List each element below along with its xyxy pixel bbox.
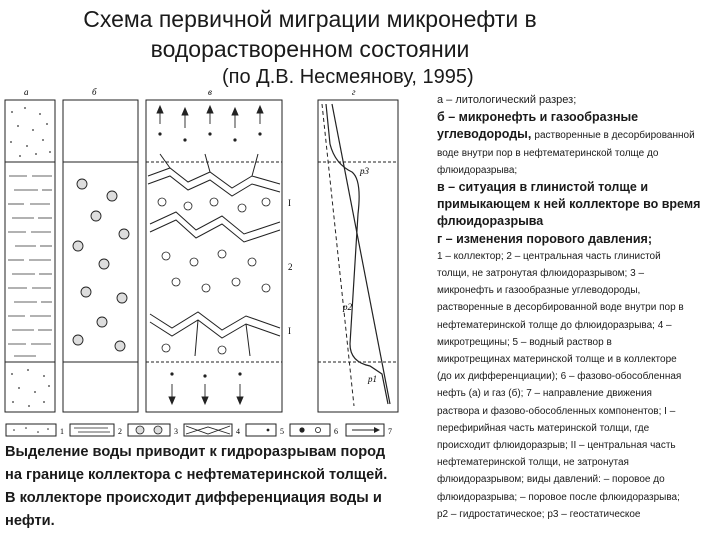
legend-numbered-13: нефтематеринской толщи, не затронутая — [437, 457, 629, 469]
symbol-legend-strip — [6, 424, 392, 436]
legend-number-4: 4 — [236, 427, 240, 436]
legend-number-7: 7 — [388, 427, 392, 436]
label-p1: p1 — [368, 374, 377, 384]
legend-numbered-5: нефтематеринской толще до флюидоразрыва; 4 – — [437, 319, 672, 331]
legend-numbered-8: (до их дифференциации); 6 – фазово-обособленная — [437, 371, 682, 383]
legend-number-2: 2 — [118, 427, 122, 436]
migration-diagram — [0, 84, 437, 440]
legend-b-line-4: флюидоразрыва; — [437, 164, 518, 176]
column-letter-b: б — [92, 87, 97, 97]
caption — [5, 441, 433, 533]
caption-line-3: В коллекторе происходит дифференциация воды и — [5, 490, 382, 506]
zone-label-2: 2 — [288, 262, 293, 272]
legend-number-3: 3 — [174, 427, 178, 436]
curve-p3 — [332, 104, 390, 404]
legend-numbered-7: микротрещинах материнской толще и в коллекторе — [437, 354, 677, 366]
column-b-pores — [63, 100, 138, 412]
legend-v-line-3: флюидоразрыва — [437, 214, 544, 229]
zone-label-1: I — [288, 198, 291, 208]
column-letter-v: в — [208, 87, 212, 97]
legend-number-5: 5 — [280, 427, 284, 436]
column-letter-g: г — [352, 87, 356, 97]
legend-numbered-11: перефирийная часть материнской толщи, где — [437, 422, 650, 434]
legend-numbered-4: растворенные в десорбированной воде внутри пор в — [437, 302, 684, 314]
title-line-1: Схема первичной миграции микронефти в — [83, 6, 537, 32]
legend-numbered-3: микронефть и газообразные углеводороды, — [437, 285, 641, 297]
legend-numbered-14: флюидоразрывом; виды давлений: – поровое до — [437, 474, 665, 486]
legend-numbered-2: толщи, не затронутая флюидоразрывом; 3 – — [437, 268, 645, 280]
legend-text — [437, 92, 719, 523]
legend-number-1: 1 — [60, 427, 64, 436]
curve-pore — [326, 104, 388, 404]
legend-numbered-10: раствора и фазово-обособленных компонентов; I – — [437, 405, 676, 417]
column-letter-a: а — [24, 87, 29, 97]
label-p2: p2 — [343, 302, 352, 312]
legend-numbered-6: микротрещины; 5 – водный раствор в — [437, 336, 612, 348]
legend-numbered-9: нефть (а) и газ (б); 7 – направление движения — [437, 388, 652, 400]
label-p3: p3 — [360, 166, 369, 176]
author-citation: (по Д.В. Несмеянову, 1995) — [222, 66, 474, 88]
legend-numbered-15: флюидоразрыва; – поровое после флюидоразрыва; — [437, 491, 680, 503]
slide-title — [60, 4, 560, 64]
legend-v-line-2: примыкающем к ней коллекторе во время — [437, 197, 701, 212]
legend-numbered-1: 1 – коллектор; 2 – центральная часть глинистой — [437, 250, 661, 262]
legend-b-line-3: воде внутри пор в нефтематеринской толще до — [437, 147, 659, 159]
legend-numbered-16: p2 – гидростатическое; p3 – геостатическое — [437, 508, 641, 520]
column-a-lithology — [5, 100, 55, 412]
zone-label-3: I — [288, 326, 291, 336]
legend-b-line-2-bold: углеводороды, — [437, 127, 532, 142]
legend-b-line-2 — [437, 126, 719, 144]
legend-b-line-1: б – микронефть и газообразные — [437, 110, 639, 125]
legend-numbered-12: происходит флюидоразрыв; II – центральная часть — [437, 440, 676, 452]
legend-g: г – изменения порового давления; — [437, 231, 652, 246]
column-g-pressure — [318, 100, 398, 412]
column-v-fractures — [146, 100, 282, 412]
legend-b-line-2-rest: растворенные в десорбированной — [534, 130, 695, 142]
legend-number-6: 6 — [334, 427, 338, 436]
curve-p2 — [322, 104, 354, 406]
caption-line-2: на границе коллектора с нефтематеринской толщей. — [5, 467, 388, 483]
title-line-2: водорастворенном состоянии — [150, 36, 470, 62]
legend-v-line-1: в – ситуация в глинистой толще и — [437, 180, 649, 195]
legend-a: а – литологический разрез; — [437, 94, 577, 106]
caption-line-4: нефти. — [5, 513, 55, 529]
caption-line-1: Выделение воды приводит к гидроразрывам пород — [5, 444, 386, 460]
